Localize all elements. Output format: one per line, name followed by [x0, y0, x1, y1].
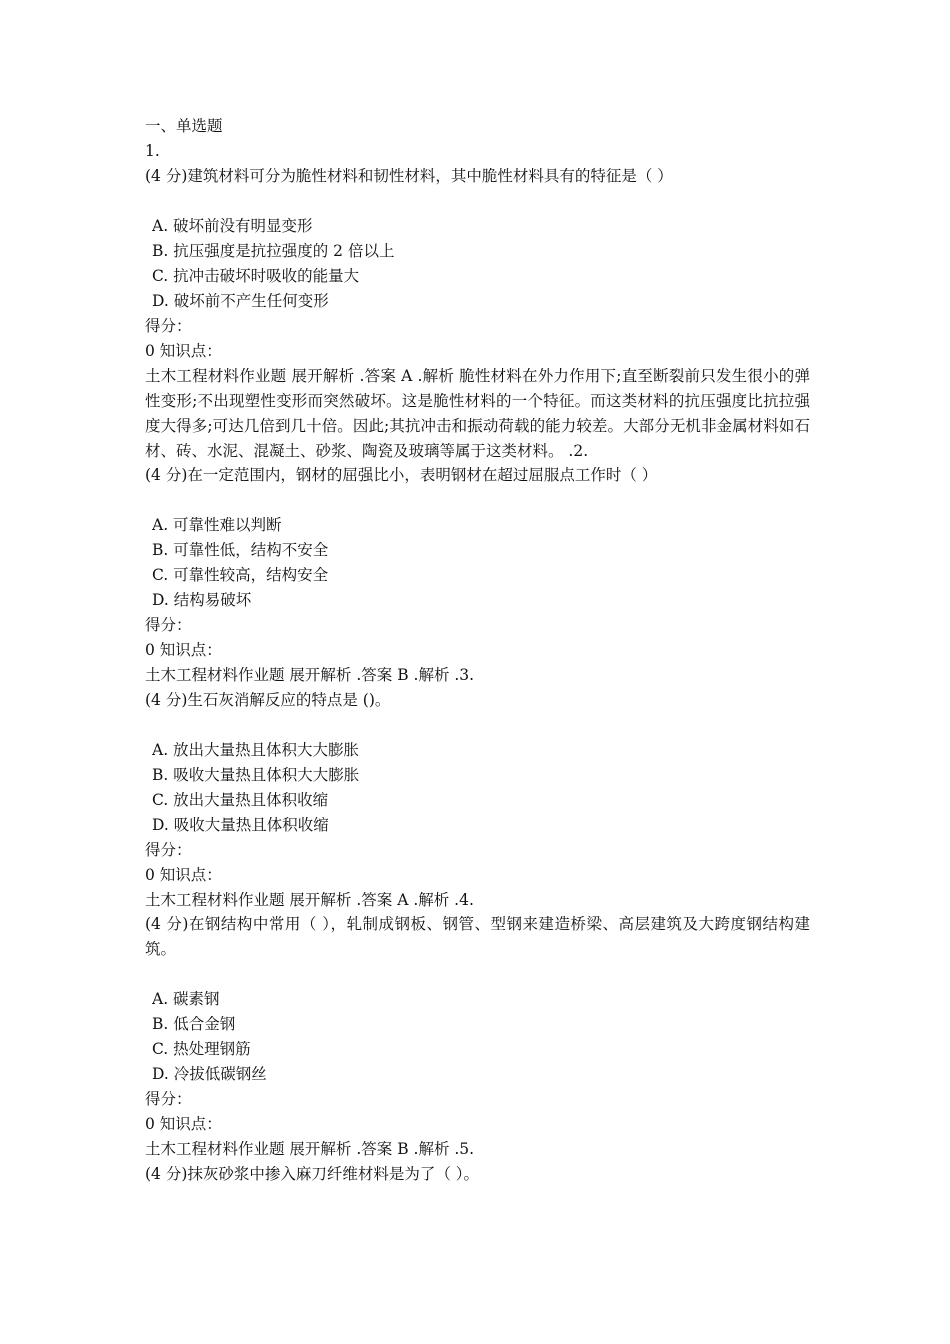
score-label: 得分：: [145, 841, 192, 859]
option-d: D. 冷拔低碳钢丝: [152, 1065, 267, 1083]
question-number: 1.: [145, 142, 160, 160]
option-b: B. 可靠性低，结构不安全: [152, 541, 329, 559]
knowledge-label: 0 知识点：: [145, 1115, 222, 1133]
question-stem: (4 分)生石灰消解反应的特点是 ()。: [145, 691, 391, 709]
option-d: D. 破坏前不产生任何变形: [152, 292, 329, 310]
analysis-text: 土木工程材料作业题 展开解析 .答案 A .解析 脆性材料在外力作用下;直至断裂前只发生很小的弹性变形;不出现塑性变形而突然破坏。这是脆性材料的一个特征。而这类材料的抗压强度比抗拉强度大得多;可达几倍到几十倍。因此;其抗冲击和振动荷载的能力较差。大部分无机非金属材料如石材、砖、水泥、混凝土、砂浆、陶瓷及玻璃等属于这类材料。 .2.: [145, 367, 810, 460]
option-c: C. 热处理钢筋: [152, 1040, 251, 1058]
option-c: C. 放出大量热且体积收缩: [152, 791, 329, 809]
option-b: B. 吸收大量热且体积大大膨胀: [152, 766, 360, 784]
question-stem: (4 分)抹灰砂浆中掺入麻刀纤维材料是为了（ ）。: [145, 1165, 480, 1183]
option-a: A. 可靠性难以判断: [152, 516, 282, 534]
score-label: 得分：: [145, 1090, 192, 1108]
option-a: A. 放出大量热且体积大大膨胀: [152, 741, 360, 759]
option-d: D. 吸收大量热且体积收缩: [152, 816, 329, 834]
question-stem: (4 分)建筑材料可分为脆性材料和韧性材料，其中脆性材料具有的特征是（ ）: [145, 167, 673, 185]
question-stem: (4 分)在一定范围内，钢材的屈强比小，表明钢材在超过屈服点工作时（ ）: [145, 466, 658, 484]
score-label: 得分：: [145, 616, 192, 634]
knowledge-label: 0 知识点：: [145, 342, 222, 360]
knowledge-label: 0 知识点：: [145, 641, 222, 659]
option-c: C. 可靠性较高，结构安全: [152, 566, 329, 584]
score-label: 得分：: [145, 317, 192, 335]
knowledge-label: 0 知识点：: [145, 866, 222, 884]
section-heading: 一、单选题: [145, 117, 223, 135]
analysis-text: 土木工程材料作业题 展开解析 .答案 B .解析 .5.: [145, 1140, 475, 1158]
option-b: B. 低合金钢: [152, 1015, 236, 1033]
analysis-text: 土木工程材料作业题 展开解析 .答案 A .解析 .4.: [145, 891, 474, 909]
option-d: D. 结构易破坏: [152, 591, 252, 609]
option-a: A. 破坏前没有明显变形: [152, 217, 313, 235]
option-c: C. 抗冲击破坏时吸收的能量大: [152, 267, 360, 285]
question-stem: (4 分)在钢结构中常用（ ），轧制成钢板、钢管、型钢来建造桥梁、高层建筑及大跨度钢结构建筑。: [145, 915, 810, 958]
analysis-text: 土木工程材料作业题 展开解析 .答案 B .解析 .3.: [145, 666, 475, 684]
option-a: A. 碳素钢: [152, 990, 220, 1008]
option-b: B. 抗压强度是抗拉强度的 2 倍以上: [152, 242, 395, 260]
